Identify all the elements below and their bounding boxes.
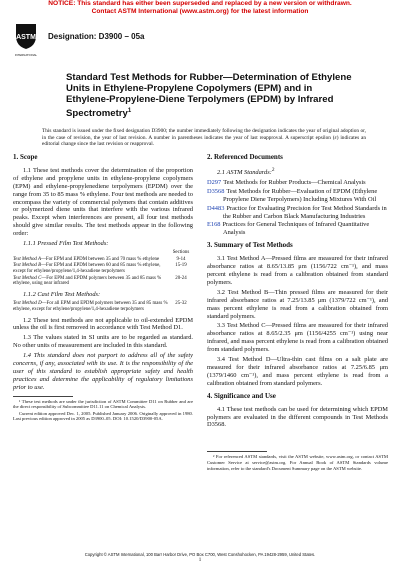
para-2-1: 2.1 ASTM Standards:$^2$ [217,166,275,177]
copyright: Copyright © ASTM International, 100 Barr Harbor Drive, PO Box C700, West Conshohocken, PA 19428-2959, United States. [84,552,316,557]
para-3-3: 3.3 Test Method C—Pressed films are measured for their infrared absorbance ratios at 8.65/2.35 μm (1156/4255 cm⁻¹) using near infrared, and mass percent ethylene is read from a calibration obtained from standard polymers. [207,322,388,354]
title-text: Standard Test Methods for Rubber—Determination of Ethylene Units in Ethylene-Propylene Copolymers (EPM) and in Ethylene-Propylene-Diene Terpolymers (EPDM) by Infrared Spectrometry [66,72,352,119]
footnote-1: ¹ These test methods are under the jurisdiction of ASTM Committee D11 on Rubber and are the direct responsibility of Subcommittee D11.11 on Chemical Analysis. [13,398,193,410]
page-number: 1 [198,558,202,563]
astm-logo-icon [14,22,38,58]
reference-item: D4483 Practice for Evaluating Precision for Test Method Standards in the Rubber and Carbon Black Manufacturing Industries [207,204,387,220]
notice-line-1: NOTICE: This standard has either been superseded and replaced by a new version or withdrawn. [48,0,352,7]
para-1-4: 1.4 This standard does not purport to address all of the safety concerns, if any, associated with its use. It is the responsibility of the user of this standard to establish appropriate safety and health practices and determine the applicability of regulatory limitations prior to use. [13,352,193,391]
scope-heading: 1. Scope [13,153,38,161]
reference-link-d3568[interactable]: D3568 [207,187,225,195]
para-3-1: 3.1 Test Method A—Pressed films are measured for their infrared absorbance ratios at 8.65/13.85 μm (1156/722 cm⁻¹), and mass percent ethylene is read from a calibration obtained from standard polymers. [207,255,388,286]
para-1-1: 1.1 These test methods cover the determination of the proportion of ethylene and propylene units in ethylene-propylene copolymers (EPM) and ethylene-propylenediene terpolymers (EPDM) over the range from 35 to 85 mass % ethylene. Four test methods are needed to encompass the variety of commercial polymers that contain additives or polymerized diene units that interfere with the various infrared peaks. Except when interferences are present, all four test methods should give similar results. The test methods appear in the following order: [13,166,193,238]
sections-header: Sections [172,249,190,255]
para-1-2: 1.2 These test methods are not applicable to oil-extended EPDM unless the oil is first removed in accordance with Test Method D1. [13,316,193,332]
subsection-1-1-2: 1.1.2 Cast Film Test Methods: [23,291,101,299]
reference-link-e168[interactable]: E168 [207,221,221,229]
para-1-3: 1.3 The values stated in SI units are to be regarded as standard. No other units of measurement are included in this standard. [13,334,193,350]
document-title [66,72,356,119]
table-row: Test Method B—For EPM and EPDM between 60 and 85 mass % ethylene, except for ethylene/propylene/1,4-hexadiene terpolymers 15-19 [13,263,187,275]
subsection-1-1-1: 1.1.1 Pressed Film Test Methods: [23,240,109,248]
reference-item: D297 Test Methods for Rubber Products—Chemical Analysis [207,178,366,186]
svg-text:ASTM: ASTM [16,34,36,41]
document-header [14,22,386,62]
footnote-divider [207,451,267,452]
footnote-2: ² For referenced ASTM standards, visit the ASTM website, www.astm.org, or contact ASTM Customer Service at service@astm.org. For Annual Book of ASTM Standards volume information, refer to the standard's Document Summary page on the ASTM website. [207,454,388,471]
withdrawal-notice [0,0,400,16]
para-3-4: 3.4 Test Method D—Ultra-thin cast films on a salt plate are measured for their infrared absorbance ratios at 7.25/6.85 μm (1379/1460 cm⁻¹), and mass percent ethylene is read from a calibration obtained from standard polymers. [207,356,388,387]
title-footnote-mark: 1 [127,107,132,114]
notice-line-2: Contact ASTM International (www.astm.org) for the latest information [91,8,309,15]
reference-link-d297[interactable]: D297 [207,178,222,186]
standard-note: This standard is issued under the fixed designation D3900; the number immediately following the designation indicates the year of original adoption or, in the case of revision, the year of last revision. A number in parentheses indicates the year of last reapproval. A superscript epsilon (ε) indicates an editorial change since the last revision or reapproval. [42,128,366,148]
footnote-divider [13,396,73,397]
table-row: Test Method C—For EPM and EPDM polymers between 35 and 85 mass % ethylene, using near infrared 20-24 [13,275,187,287]
reference-link-d4483[interactable]: D4483 [207,204,225,212]
summary-heading: 3. Summary of Test Methods [207,241,293,250]
designation: Designation: D3900 – 05a [48,32,145,41]
significance-heading: 4. Significance and Use [207,391,276,400]
reference-item: D3568 Test Methods for Rubber—Evaluation of EPDM (Ethylene Propylene Diene Terpolymers) Including Mixtures With Oil [207,187,378,203]
pressed-film-methods-table [13,250,193,288]
para-4-1: 4.1 These test methods can be used for determining which EPDM polymers are evaluated in the different compounds in Test Methods D3568. [207,405,388,429]
logo-caption: INTERNATIONAL [14,53,38,57]
para-3-2: 3.2 Test Method B—Thin pressed films are measured for their infrared absorbance ratios at 7.25/13.85 μm (1379/722 cm⁻¹), and mass percent ethylene is read from a calibration obtained from standard polymers. [207,288,388,320]
reference-item: E168 Practices for General Techniques of Infrared Quantitative Analysis [207,221,370,237]
cast-film-methods-table [13,301,193,313]
right-column [207,154,388,472]
table-row: Test Method D—For all EPM and EPDM polymers between 35 and 85 mass % ethylene, except for ethylene/propylene/1,4-hexadiene terpolymers 25-32 [13,301,187,312]
footnote-edition: Current edition approved Dec. 1, 2005. Published January 2006. Originally approved in 1980. Last previous edition approved in 2005 as D3900–05. DOI: 10.1520/D3900-05A. [13,410,193,422]
table-row: Test Method A—For EPM and EPDM between 35 and 70 mass % ethylene 9-14 [13,256,186,262]
referenced-documents-heading: 2. Referenced Documents [207,153,283,161]
left-column [13,154,193,423]
